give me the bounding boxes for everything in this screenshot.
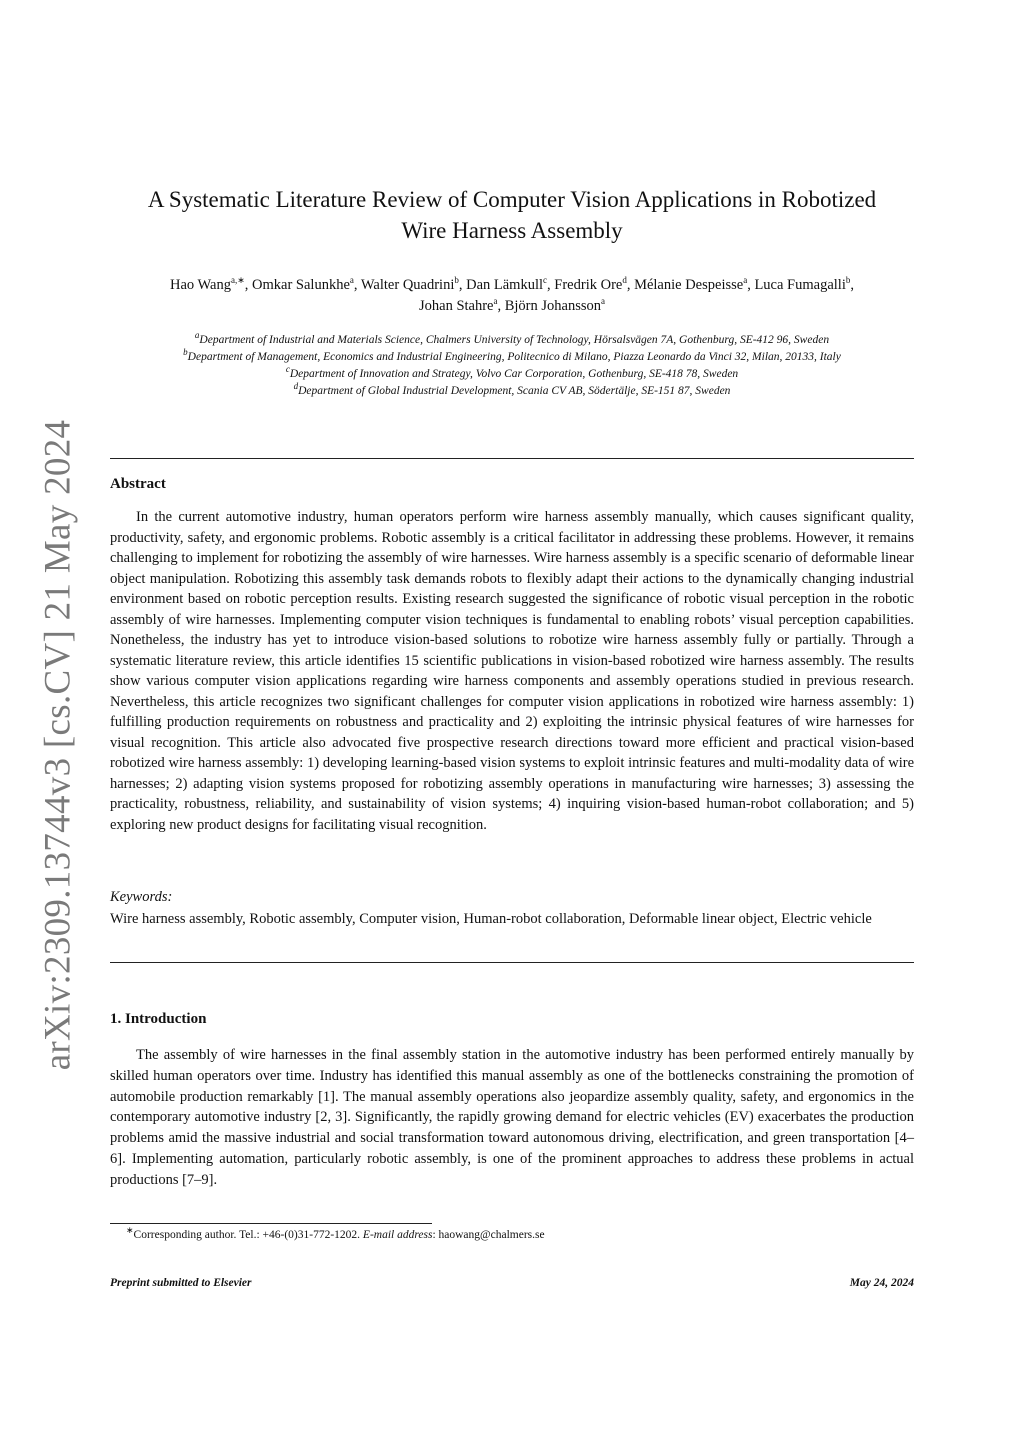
title-line-2: Wire Harness Assembly bbox=[401, 218, 623, 243]
footer-preprint: Preprint submitted to Elsevier bbox=[110, 1277, 252, 1289]
author-line-2: Johan Stahre$^a$, Björn Johansson$^a$ bbox=[418, 296, 606, 314]
footnote-marker: ∗ bbox=[126, 1225, 134, 1236]
abstract-heading: Abstract bbox=[110, 476, 166, 492]
keywords-text: Wire harness assembly, Robotic assembly, Computer vision, Human-robot collaboration, Deformable linear object, Electric vehicle bbox=[110, 911, 872, 927]
bottom-divider bbox=[110, 962, 914, 963]
footnote-rule bbox=[110, 1223, 432, 1224]
affiliation-c: $^c$Department of Innovation and Strategy, Volvo Car Corporation, Gothenburg, SE-418 78, Sweden bbox=[285, 364, 739, 380]
footnote-email[interactable]: : haowang@chalmers.se bbox=[432, 1229, 545, 1241]
top-divider bbox=[110, 458, 914, 459]
introduction-text: The assembly of wire harnesses in the final assembly station in the automotive industry has been performed entirely manually by skilled human operators over time. Industry has identified this manual assembly as one of the bottlenecks constraining the promotion of automobile production remarkably [1]. The manual assembly operations also jeopardize assembly quality, safety, and ergonomics in the contemporary automotive industry [2, 3]. Significantly, the rapidly growing demand for electric vehicles (EV) exacerbates the production problems amid the massive industrial and social transformation toward autonomous driving, electrification, and green transportation [4–6]. Implementing automation, particularly robotic assembly, is one of the prominent approaches to address these problems in actual productions [7–9]. bbox=[110, 1047, 914, 1188]
footnote bbox=[126, 1225, 545, 1241]
author-name: Dan Lämkull bbox=[466, 277, 544, 293]
author-name: Luca Fumagalli bbox=[754, 277, 846, 293]
paper-title bbox=[110, 184, 914, 246]
author-sup: a,∗ bbox=[231, 275, 245, 286]
footnote-email-label: E-mail address bbox=[362, 1229, 433, 1241]
author-sup: c bbox=[543, 275, 548, 286]
author-name: Mélanie Despeisse bbox=[634, 277, 744, 293]
author-list bbox=[110, 275, 914, 317]
author-line-1: Hao Wang$^{a,∗}$, Omkar Salunkhe$^a$, Walter Quadrini$^b$, Dan Lämkull$^c$, Fredrik Ore$^d$, Mélanie Despeisse$^a$, Luca Fumagalli$^b$, bbox=[170, 275, 854, 293]
author-sup: a bbox=[601, 296, 606, 307]
author-sup: a bbox=[349, 275, 354, 286]
keywords-heading: Keywords: bbox=[110, 889, 173, 905]
author-name: Walter Quadrini bbox=[360, 277, 455, 293]
author-name: Omkar Salunkhe bbox=[252, 277, 350, 293]
footnote-text: Corresponding author. Tel.: +46-(0)31-772-1202. bbox=[133, 1229, 361, 1241]
author-name: Johan Stahre bbox=[418, 298, 494, 314]
affiliations bbox=[110, 332, 914, 400]
author-sup: b bbox=[845, 275, 851, 286]
author-name: Hao Wang bbox=[170, 277, 231, 293]
author-name: Björn Johansson bbox=[504, 298, 602, 314]
affiliation-b: $^b$Department of Management, Economics and Industrial Engineering, Politecnico di Milano, Piazza Leonardo da Vinci 32, Milan, 20133, Italy bbox=[183, 347, 841, 363]
footer-date: May 24, 2024 bbox=[849, 1277, 914, 1289]
arxiv-side-label: arXiv:2309.13744v3 [cs.CV] 21 May 2024 bbox=[37, 419, 79, 1071]
affiliation-a: $^a$Department of Industrial and Materials Science, Chalmers University of Technology, Hörsalsvägen 7A, Gothenburg, SE-412 96, Sweden bbox=[194, 330, 830, 346]
affiliation-d: $^d$Department of Global Industrial Development, Scania CV AB, Södertälje, SE-151 87, Sweden bbox=[293, 381, 731, 397]
author-sup: b bbox=[454, 275, 459, 286]
introduction-heading: 1. Introduction bbox=[110, 1011, 207, 1027]
abstract-text: In the current automotive industry, human operators perform wire harness assembly manually, which causes significant quality, productivity, safety, and ergonomic problems. Robotic assembly is a critical facilitator in addressing these problems. However, it remains challenging to implement for robotizing the assembly of wire harnesses. Wire harness assembly is a specific scenario of deformable linear object manipulation. Robotizing this assembly task demands robots to flexibly adapt their actions to the dynamically changing industrial environment based on robotic perception results. Existing research suggested the significance of robotic visual perception in the robotic assembly of wire harnesses. Implementing computer vision techniques is fundamental to enabling robots’ visual perception capabilities. Nonetheless, the industry has yet to introduce vision-based solutions to robotize wire harness assembly fully or partially. Through a systematic literature review, this article identifies 15 scientific publications in vision-based robotized wire harness assembly. The results show various computer vision applications regarding wire harness components and assembly operations studied in previous research. Nevertheless, this article recognizes two significant challenges for computer vision applications in robotized wire harness assembly: 1) fulfilling production requirements on robustness and practicality and 2) exploiting the intrinsic physical features of wire harnesses for visual recognition. This article also advocated five prospective research directions toward more efficient and practical vision-based robotized wire harness assembly: 1) developing learning-based vision systems to exploit intrinsic features and multi-modality data of wire harnesses; 2) adapting vision systems proposed for robotizing assembly operations in manufacturing wire harnesses; 3) assessing the practicality, robustness, reliability, and sustainability of vision systems; 4) inquiring vision-based human-robot collaboration; and 5) exploring new product designs for facilitating visual recognition. bbox=[110, 509, 914, 833]
title-line-1: A Systematic Literature Review of Computer Vision Applications in Robotized bbox=[147, 187, 877, 212]
author-sup: a bbox=[743, 275, 748, 286]
author-name: Fredrik Ore bbox=[554, 277, 623, 293]
author-sup: a bbox=[493, 296, 498, 307]
author-sup: d bbox=[622, 275, 627, 286]
